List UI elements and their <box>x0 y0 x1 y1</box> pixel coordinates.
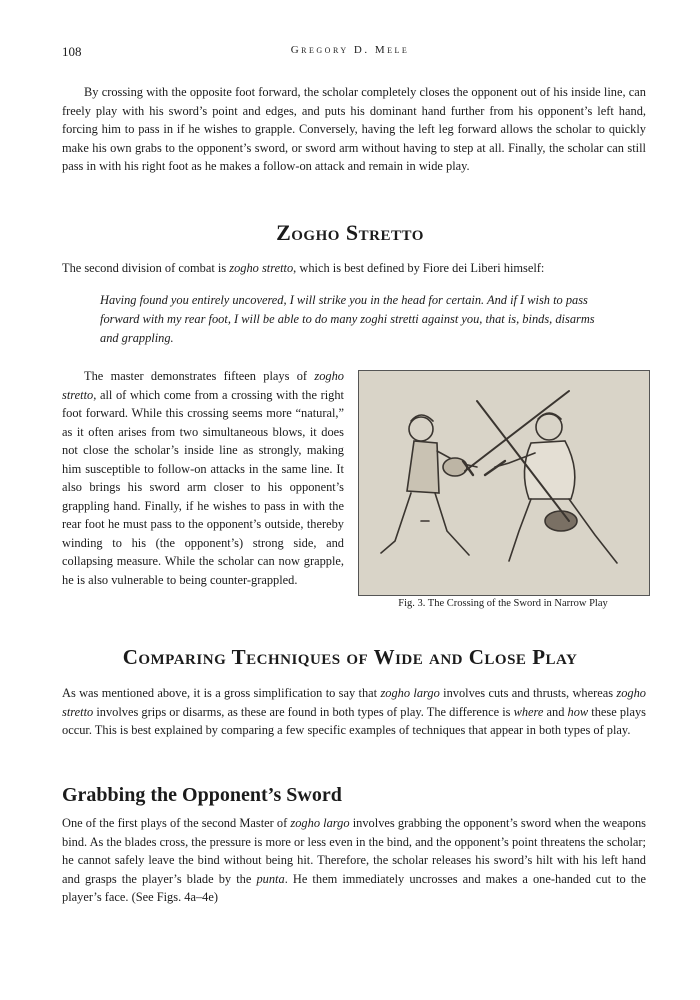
section-heading-zogho-stretto: Zogho Stretto <box>276 220 424 245</box>
text-run: As was mentioned above, it is a gross simplification to say that <box>62 686 381 700</box>
term-italic: how <box>567 704 589 719</box>
term-italic: where <box>513 704 544 719</box>
figure-caption: Fig. 3. The Crossing of the Sword in Narrow Play <box>398 598 608 609</box>
subsection-heading-grabbing: Grabbing the Opponent’s Sword <box>62 784 342 806</box>
running-head: Gregory D. Mele <box>290 44 410 56</box>
text-run: these plays occur. This is best explained by comparing a few specific examples of techniques that appear in both types of play. <box>62 704 647 737</box>
text-run: , which is best defined by Fiore dei Liberi himself: <box>293 261 545 275</box>
text-run: , all of which come from a crossing with the right foot forward. While this crossing seems more “natural,” as it often arises from two simultaneous blows, it does not close the scholar’s inside line as strongly, making him susceptible to follow-on attacks in the same line. It also brings his sword arm closer to his opponent’s grappling hand. Finally, if he wishes to pass in with the rear foot he must pass to the opponent’s outside, thereby winding to his (the opponent’s) strong side, and collapsing measure. While the scholar can now grapple, he is also vulnerable to being counter-grappled. <box>62 387 344 587</box>
term-italic: zogho stretto <box>62 369 344 402</box>
page-number: 108 <box>62 44 82 59</box>
right-fencer-torso <box>524 441 574 499</box>
paragraph-3 <box>62 367 344 589</box>
block-quote: Having found you entirely uncovered, I will strike you in the head for certain. And if I wish to pass forward with my rear foot, I will be able to do many zoghi stretti against you, that is, binds, disarms and grappling. <box>100 293 595 345</box>
figure-sword-crossing <box>358 370 650 596</box>
right-fencer-knee-pad <box>545 511 577 531</box>
paragraph-2 <box>62 259 646 278</box>
text-run: The master demonstrates fifteen plays of <box>84 369 315 383</box>
term-italic: zogho stretto <box>229 261 294 275</box>
term-italic: zogho stretto <box>62 686 646 719</box>
section-heading-comparing: Comparing Techniques of Wide and Close Play <box>122 645 578 669</box>
term-italic: zogho largo <box>290 816 350 830</box>
paragraph-4 <box>62 684 646 740</box>
text-run: One of the first plays of the second Master of <box>62 816 291 830</box>
text-run: involves cuts and thrusts, whereas <box>439 686 617 700</box>
text-run: involves grabbing the opponent’s sword when the weapons bind. As the blades cross, the pressure is more or less even in the bind, and the opponent’s point threatens the scholar; he cannot safely leave the bind without being hit. Therefore, the scholar releases his sword’s hilt with his left hand and grasps the player’s blade by the <box>62 816 646 886</box>
text-run: and <box>543 704 568 719</box>
text-run: The second division of combat is <box>62 261 230 275</box>
text-run: involves grips or disarms, as these are found in both types of play. The difference is <box>93 704 514 719</box>
fencers-illustration <box>359 371 649 595</box>
paragraph-5 <box>62 814 646 907</box>
illustration-background <box>359 371 649 595</box>
term-italic: punta <box>256 871 285 886</box>
term-italic: zogho largo <box>380 686 440 700</box>
text-run: . He them immediately uncrosses and makes a one-handed cut to the player’s face. (See Figs. 4a–4e) <box>62 871 646 904</box>
paragraph-1: By crossing with the opposite foot forward, the scholar completely closes the opponent out of his inside line, can freely play with his sword’s point and edges, and puts his dominant hand further from his opponent’s left hand, forcing him to pass in if he wishes to grapple. Conversely, having the left leg forward allows the scholar to quickly make his own grabs to the opponent’s sword, or sword arm without having to step at all. Finally, the scholar can still pass in with his right foot as he makes a follow-on attack and remain in wide play. <box>62 85 646 173</box>
